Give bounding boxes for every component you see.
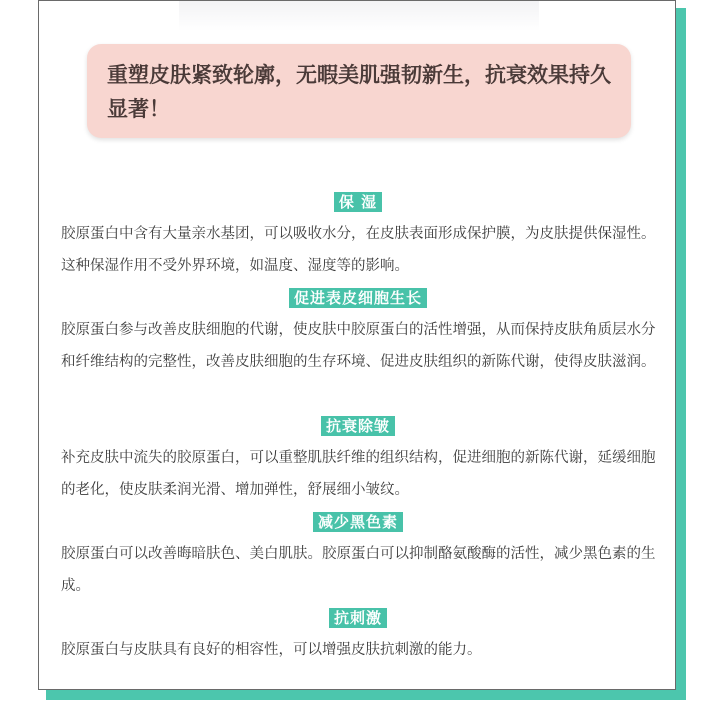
heading-label: 保 湿	[334, 192, 382, 212]
heading-label: 促进表皮细胞生长	[289, 288, 427, 308]
section-heading-moisturizing	[39, 192, 677, 212]
top-image-strip	[179, 1, 539, 31]
section-heading-anti-aging	[39, 416, 677, 436]
heading-label: 减少黑色素	[313, 512, 403, 532]
heading-label: 抗衰除皱	[321, 416, 395, 436]
section-body-cell-growth: 胶原蛋白参与改善皮肤细胞的代谢，使皮肤中胶原蛋白的活性增强，从而保持皮肤角质层水分和纤维结构的完整性，改善皮肤细胞的生存环境、促进皮肤组织的新陈代谢，使得皮肤滋润。	[61, 322, 656, 370]
section-heading-anti-irritation	[39, 608, 677, 628]
content-frame	[38, 0, 676, 690]
section-body-anti-irritation: 胶原蛋白与皮肤具有良好的相容性，可以增强皮肤抗刺激的能力。	[61, 642, 482, 658]
section-body-moisturizing: 胶原蛋白中含有大量亲水基团，可以吸收水分，在皮肤表面形成保护膜，为皮肤提供保湿性。这种保湿作用不受外界环境，如温度、湿度等的影响。	[61, 226, 656, 274]
heading-label: 抗刺激	[329, 608, 387, 628]
section-heading-melanin	[39, 512, 677, 532]
section-body-anti-aging: 补充皮肤中流失的胶原蛋白，可以重整肌肤纤维的组织结构，促进细胞的新陈代谢，延缓细胞的老化，使皮肤柔润光滑、增加弹性，舒展细小皱纹。	[61, 450, 656, 498]
headline-text: 重塑皮肤紧致轮廓，无暇美肌强韧新生，抗衰效果持久显著！	[107, 63, 611, 121]
headline-banner	[87, 44, 631, 138]
section-heading-cell-growth	[39, 288, 677, 308]
section-body-melanin: 胶原蛋白可以改善晦暗肤色、美白肌肤。胶原蛋白可以抑制酪氨酸酶的活性，减少黑色素的生成。	[61, 546, 656, 594]
